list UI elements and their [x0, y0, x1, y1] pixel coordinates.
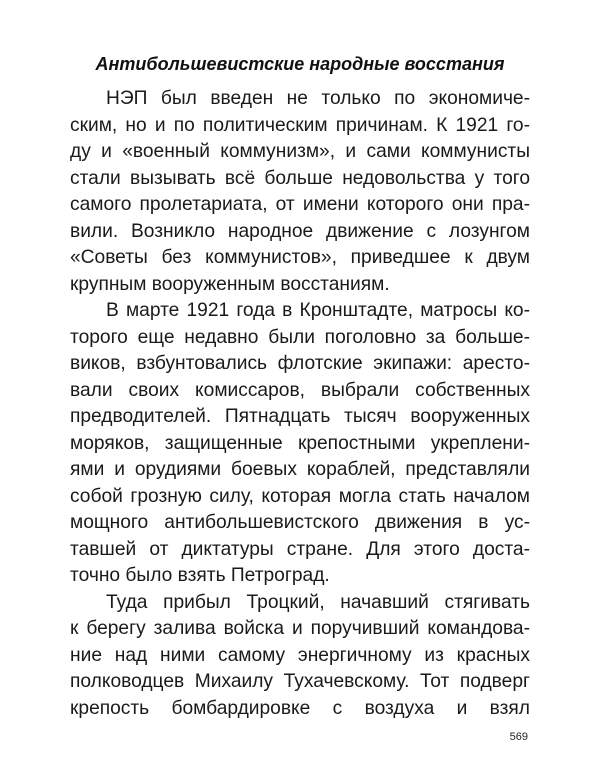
body-text: [70, 86, 530, 722]
text-line: точно было взять Петроград.: [70, 565, 330, 586]
text-line: виков, взбунтовались флотские экипажи: аресто-: [70, 353, 530, 374]
text-line: «Советы без коммунистов», приведшее к двум: [70, 247, 530, 268]
text-line: ями и орудиями боевых кораблей, представляли: [70, 459, 530, 480]
text-line: вили. Возникло народное движение с лозунгом: [70, 220, 530, 242]
text-line: мощного антибольшевистского движения в ус-: [70, 512, 530, 533]
text-line: ским, но и по политическим причинам. К 1921 го-: [70, 114, 530, 136]
page-number: 569: [509, 731, 528, 743]
text-line: самого пролетариата, от имени которого они пра-: [70, 194, 530, 215]
text-line: вали своих комиссаров, выбрали собственных: [70, 379, 530, 401]
section-title: Антибольшевистские народные восстания: [95, 54, 505, 74]
text-line: ду и «военный коммунизм», и сами коммунисты: [70, 141, 530, 162]
text-line: стали вызывать всё больше недовольства у того: [70, 167, 530, 189]
text-line: собой грозную силу, которая могла стать началом: [70, 485, 530, 507]
text-line: крупным вооруженным восстаниям.: [70, 273, 390, 295]
text-line: предводителей. Пятнадцать тысяч вооруженных: [70, 406, 530, 427]
text-line: к берегу залива войска и поручивший командова-: [70, 618, 530, 639]
text-line: В марте 1921 года в Кронштадте, матросы ко-: [106, 300, 530, 321]
text-line: полководцев Михаилу Тухачевскому. Тот подверг: [70, 671, 530, 692]
text-line: моряков, защищенные крепостными укреплени-: [70, 432, 530, 454]
text-line: Туда прибыл Троцкий, начавший стягивать: [106, 591, 530, 613]
text-line: крепость бомбардировке с воздуха и взял: [70, 697, 530, 719]
text-line: торого еще недавно были поголовно за больше-: [70, 326, 530, 348]
text-line: НЭП был введен не только по экономиче-: [106, 88, 530, 109]
text-line: тавшей от диктатуры стране. Для этого доста-: [70, 538, 530, 560]
text-line: ние над ними самому энергичному из красных: [70, 644, 530, 666]
